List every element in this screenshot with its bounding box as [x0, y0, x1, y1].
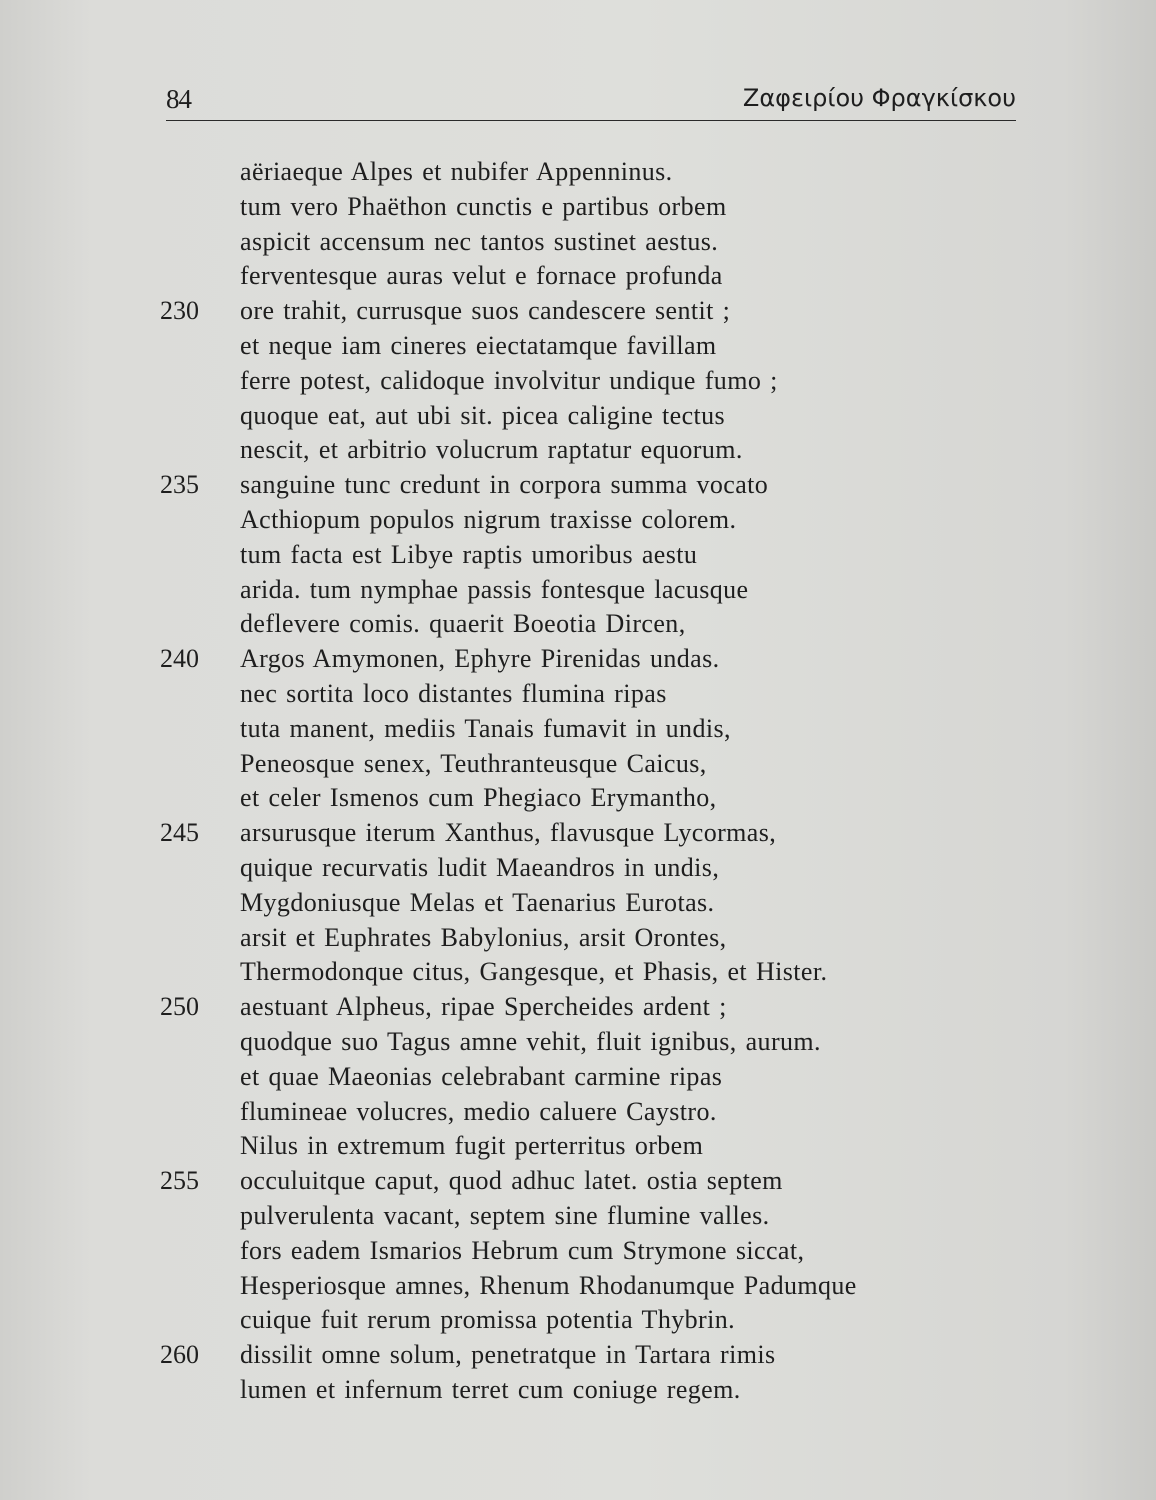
verse-text: quodque suo Tagus amne vehit, fluit ignibus, aurum.: [240, 1026, 821, 1056]
verse-line: [160, 259, 1060, 294]
verse-text: Mygdoniusque Melas et Taenarius Eurotas.: [240, 887, 715, 917]
verse-line: [160, 433, 1060, 468]
verse-line: [160, 1025, 1060, 1060]
verse-text: deflevere comis. quaerit Boeotia Dircen,: [240, 609, 686, 639]
verse-line: [160, 573, 1060, 608]
verse-line: [160, 1060, 1060, 1095]
verse-line: [160, 190, 1060, 225]
verse-text: arida. tum nymphae passis fontesque lacusque: [240, 574, 749, 604]
verse-line: [160, 607, 1060, 642]
verse-text: tum facta est Libye raptis umoribus aestu: [240, 539, 698, 569]
verse-block: [160, 155, 1060, 1408]
line-number: 260: [160, 1340, 199, 1370]
verse-text: pulverulenta vacant, septem sine flumine valles.: [240, 1200, 770, 1230]
verse-line: [160, 1095, 1060, 1130]
line-number: 250: [160, 992, 199, 1022]
line-number: 245: [160, 818, 199, 848]
verse-line: [160, 1269, 1060, 1304]
verse-line: [160, 468, 1060, 503]
verse-line: [160, 921, 1060, 956]
verse-text: lumen et infernum terret cum coniuge regem.: [240, 1374, 741, 1404]
line-number: 230: [160, 296, 199, 326]
verse-text: aestuant Alpheus, ripae Spercheides ardent ;: [240, 992, 727, 1022]
verse-line: [160, 503, 1060, 538]
verse-line: [160, 538, 1060, 573]
verse-text: Nilus in extremum fugit perterritus orbem: [240, 1131, 704, 1161]
verse-text: flumineae volucres, medio caluere Caystro.: [240, 1096, 717, 1126]
verse-text: aëriaeque Alpes et nubifer Appenninus.: [240, 157, 673, 186]
verse-line: [160, 990, 1060, 1025]
page-number: 84: [166, 84, 191, 114]
verse-text: sanguine tunc credunt in corpora summa vocato: [240, 470, 769, 500]
verse-line: [160, 294, 1060, 329]
verse-text: nescit, et arbitrio volucrum raptatur equorum.: [240, 435, 743, 465]
verse-text: fors eadem Ismarios Hebrum cum Strymone siccat,: [240, 1235, 805, 1265]
line-number: 255: [160, 1166, 199, 1196]
verse-text: ferventesque auras velut e fornace profunda: [240, 261, 723, 291]
verse-text: arsit et Euphrates Babylonius, arsit Orontes,: [240, 922, 727, 952]
verse-line: [160, 712, 1060, 747]
verse-text: quoque eat, aut ubi sit. picea caligine tectus: [240, 400, 726, 430]
header-rule: [166, 120, 1016, 121]
verse-line: [160, 781, 1060, 816]
line-number: 235: [160, 470, 199, 500]
verse-line: [160, 955, 1060, 990]
verse-line: [160, 364, 1060, 399]
verse-line: [160, 851, 1060, 886]
verse-text: Thermodonque citus, Gangesque, et Phasis, et Hister.: [240, 957, 828, 987]
verse-line: [160, 747, 1060, 782]
verse-text: arsurusque iterum Xanthus, flavusque Lycormas,: [240, 818, 777, 848]
running-head: Ζαφειρίου Φραγκίσκου: [742, 84, 1016, 112]
verse-text: dissilit omne solum, penetratque in Tartara rimis: [240, 1340, 776, 1370]
verse-line: [160, 1164, 1060, 1199]
verse-text: et celer Ismenos cum Phegiaco Erymantho,: [240, 783, 717, 813]
verse-line: [160, 155, 1060, 190]
verse-text: Acthiopum populos nigrum traxisse colorem.: [240, 504, 737, 534]
verse-line: [160, 1199, 1060, 1234]
verse-text: ferre potest, calidoque involvitur undique fumo ;: [240, 365, 778, 395]
verse-line: [160, 399, 1060, 434]
page-header: [166, 80, 1016, 124]
verse-text: nec sortita loco distantes flumina ripas: [240, 678, 667, 708]
verse-text: quique recurvatis ludit Maeandros in undis,: [240, 852, 720, 882]
verse-line: [160, 1303, 1060, 1338]
verse-text: occuluitque caput, quod adhuc latet. ostia septem: [240, 1166, 783, 1196]
line-number: 240: [160, 644, 199, 674]
verse-text: Peneosque senex, Teuthranteusque Caicus,: [240, 748, 707, 778]
verse-text: Hesperiosque amnes, Rhenum Rhodanumque Padumque: [240, 1270, 857, 1300]
verse-text: ore trahit, currusque suos candescere sentit ;: [240, 296, 731, 326]
verse-text: et quae Maeonias celebrabant carmine ripas: [240, 1061, 723, 1091]
verse-text: aspicit accensum nec tantos sustinet aestus.: [240, 226, 719, 256]
verse-text: tum vero Phaëthon cunctis e partibus orbem: [240, 191, 727, 221]
verse-line: [160, 816, 1060, 851]
verse-text: tuta manent, mediis Tanais fumavit in undis,: [240, 713, 731, 743]
verse-line: [160, 1338, 1060, 1373]
verse-text: Argos Amymonen, Ephyre Pirenidas undas.: [240, 644, 720, 674]
verse-text: et neque iam cineres eiectatamque favillam: [240, 330, 717, 360]
verse-line: [160, 225, 1060, 260]
verse-line: [160, 677, 1060, 712]
verse-line: [160, 1234, 1060, 1269]
verse-line: [160, 642, 1060, 677]
verse-text: cuique fuit rerum promissa potentia Thybrin.: [240, 1305, 736, 1335]
verse-line: [160, 1373, 1060, 1408]
verse-line: [160, 329, 1060, 364]
verse-line: [160, 886, 1060, 921]
verse-line: [160, 1129, 1060, 1164]
